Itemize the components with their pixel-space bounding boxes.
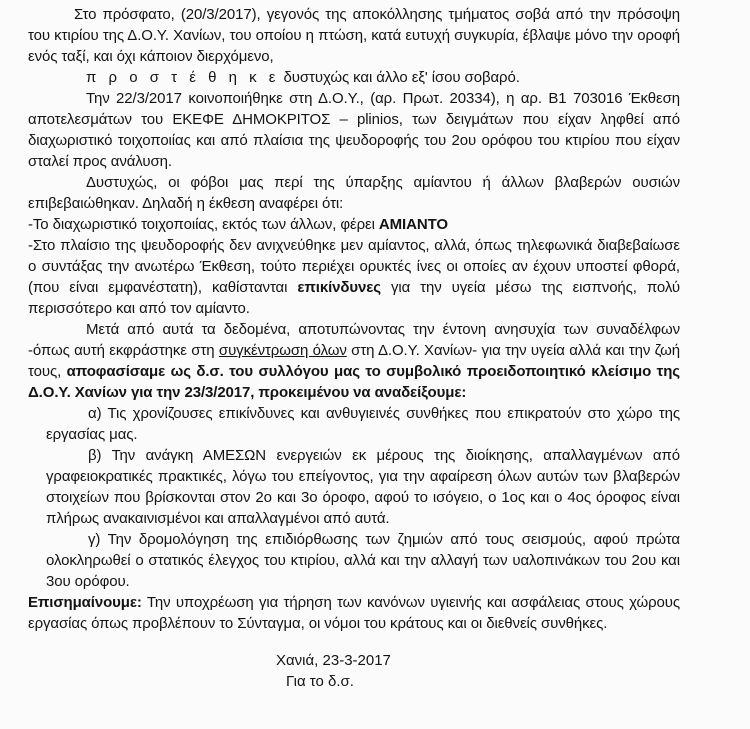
demand-b	[46, 445, 680, 529]
paragraph-decision	[28, 319, 680, 403]
paragraph-incident-text: Στο πρόσφατο, (20/3/2017), γεγονός της αποκόλλησης τμήματος σοβά από την πρόσοψη του κτιρίου της Δ.Ο.Υ. Χανίων, του οποίου η πτώση, κατά ευτυχή συγκυρία, έβλαψε μόνο την οροφή ενός ταξί, και όχι κάποιον διερχόμενο,	[28, 6, 680, 65]
finding-item-ceiling	[28, 235, 680, 319]
paragraph-report	[28, 88, 680, 172]
paragraph-decision-text: Μετά από αυτά τα δεδομένα, αποτυπώνοντας την έντονη ανησυχία των συναδέλφων -όπως αυτή εκφράστηκε στη	[28, 321, 680, 359]
spaced-word: π ρ ο σ τ έ θ η κ ε	[86, 69, 280, 86]
signature-for: Για το δ.σ.	[286, 673, 354, 690]
signature-block	[274, 650, 474, 692]
finding-item-ceiling-tail: για την υγεία μέσω της εισπνοής, πολύ περισσότερο και από τον αμίαντο.	[28, 279, 680, 317]
demand-c-text: γ) Την δρομολόγηση της επιδιόρθωσης των ζημιών από τους σεισμούς, αφού πρώτα ολοκληρωθεί ο στατικός έλεγχος του κτιρίου, αλλά και την αλλαγή των υαλοπινάκων του 2ου και 3ου ορόφου.	[46, 531, 680, 590]
demand-a-text: α) Τις χρονίζουσες επικίνδυνες και ανθυγιεινές συνθήκες που επικρατούν στο χώρο της εργασίας μας.	[46, 405, 680, 443]
dangerous-label: επικίνδυνες	[297, 279, 381, 296]
underlined-meeting: συγκέντρωση όλων	[218, 342, 347, 359]
paragraph-fears	[28, 172, 680, 214]
document-body	[28, 4, 680, 634]
closing-label: Επισημαίνουμε:	[28, 594, 142, 611]
closing-text: Την υποχρέωση για τήρηση των κανόνων υγιεινής και ασφάλειας στους χώρους εργασίας όπως προβλέπουν το Σύνταγμα, οι νόμοι του κράτους και οι διεθνείς συνθήκες.	[28, 594, 680, 632]
asbestos-label: ΑΜΙΑΝΤΟ	[378, 216, 448, 233]
demand-b-text: β) Την ανάγκη ΑΜΕΣΩΝ ενεργειών εκ μέρους της διοίκησης, απαλλαγμένων από γραφειοκρατικές πρακτικές, λόγω του επείγοντος, για την αφαίρεση όλων αυτών των βλαβερών στοιχείων που βρίσκονται στον 2ο και 3ο όροφο, αφού το ισόγειο, ο 1ος και ο 4ος όροφος είναι πλήρως ανακαινισμένοι και απαλλαγμένοι από αυτά.	[46, 447, 680, 527]
paragraph-closing	[28, 592, 680, 634]
paragraph-report-text: Την 22/3/2017 κοινοποιήθηκε στη Δ.Ο.Υ., (αρ. Πρωτ. 20334), η αρ. Β1 703016 Έκθεση αποτελεσμάτων του ΕΚΕΦΕ ΔΗΜΟΚΡΙΤΟΣ – plinios, των δειγμάτων που είχαν ληφθεί από διαχωριστικό τοιχοποιίας και από πλαίσια της ψευδοροφής του 2ου ορόφου του κτιρίου που είχαν σταλεί προς ανάλυση.	[28, 90, 680, 170]
decision-statement: αποφασίσαμε ως δ.σ. του συλλόγου μας το συμβολικό προειδοποιητικό κλείσιμο της Δ.Ο.Υ. Χανίων για την 23/3/2017, προκειμένου να αναδείξουμε:	[28, 363, 680, 401]
paragraph-incident	[28, 4, 680, 88]
finding-item-wall	[28, 214, 680, 235]
finding-item-ceiling-text: -Στο πλαίσιο της ψευδοροφής δεν ανιχνεύθηκε μεν αμίαντος, αλλά, όπως τηλεφωνικά διαβεβαίωσε ο συντάξας την ανωτέρω Έκθεση, τούτο περιέχει ορυκτές ίνες οι οποίες αν έχουν υποστεί φθορά, (που είναι εμφανέστατη), καθίστανται	[28, 237, 680, 296]
demand-c	[46, 529, 680, 592]
finding-item-wall-text: -Το διαχωριστικό τοιχοποιίας, εκτός των άλλων, φέρει	[28, 216, 379, 233]
paragraph-fears-text: Δυστυχώς, οι φόβοι μας περί της ύπαρξης αμίαντου ή άλλων βλαβερών ουσιών επιβεβαιώθηκαν. Δηλαδή η έκθεση αναφέρει ότι:	[28, 174, 680, 212]
place-date: Χανιά, 23-3-2017	[276, 652, 391, 669]
paragraph-incident-tail: δυστυχώς και άλλο εξ' ίσου σοβαρό.	[279, 69, 520, 86]
paragraph-decision-mid: στη Δ.Ο.Υ. Χανίων- για την υγεία αλλά και την ζωή τους,	[28, 342, 680, 380]
demand-a	[46, 403, 680, 445]
